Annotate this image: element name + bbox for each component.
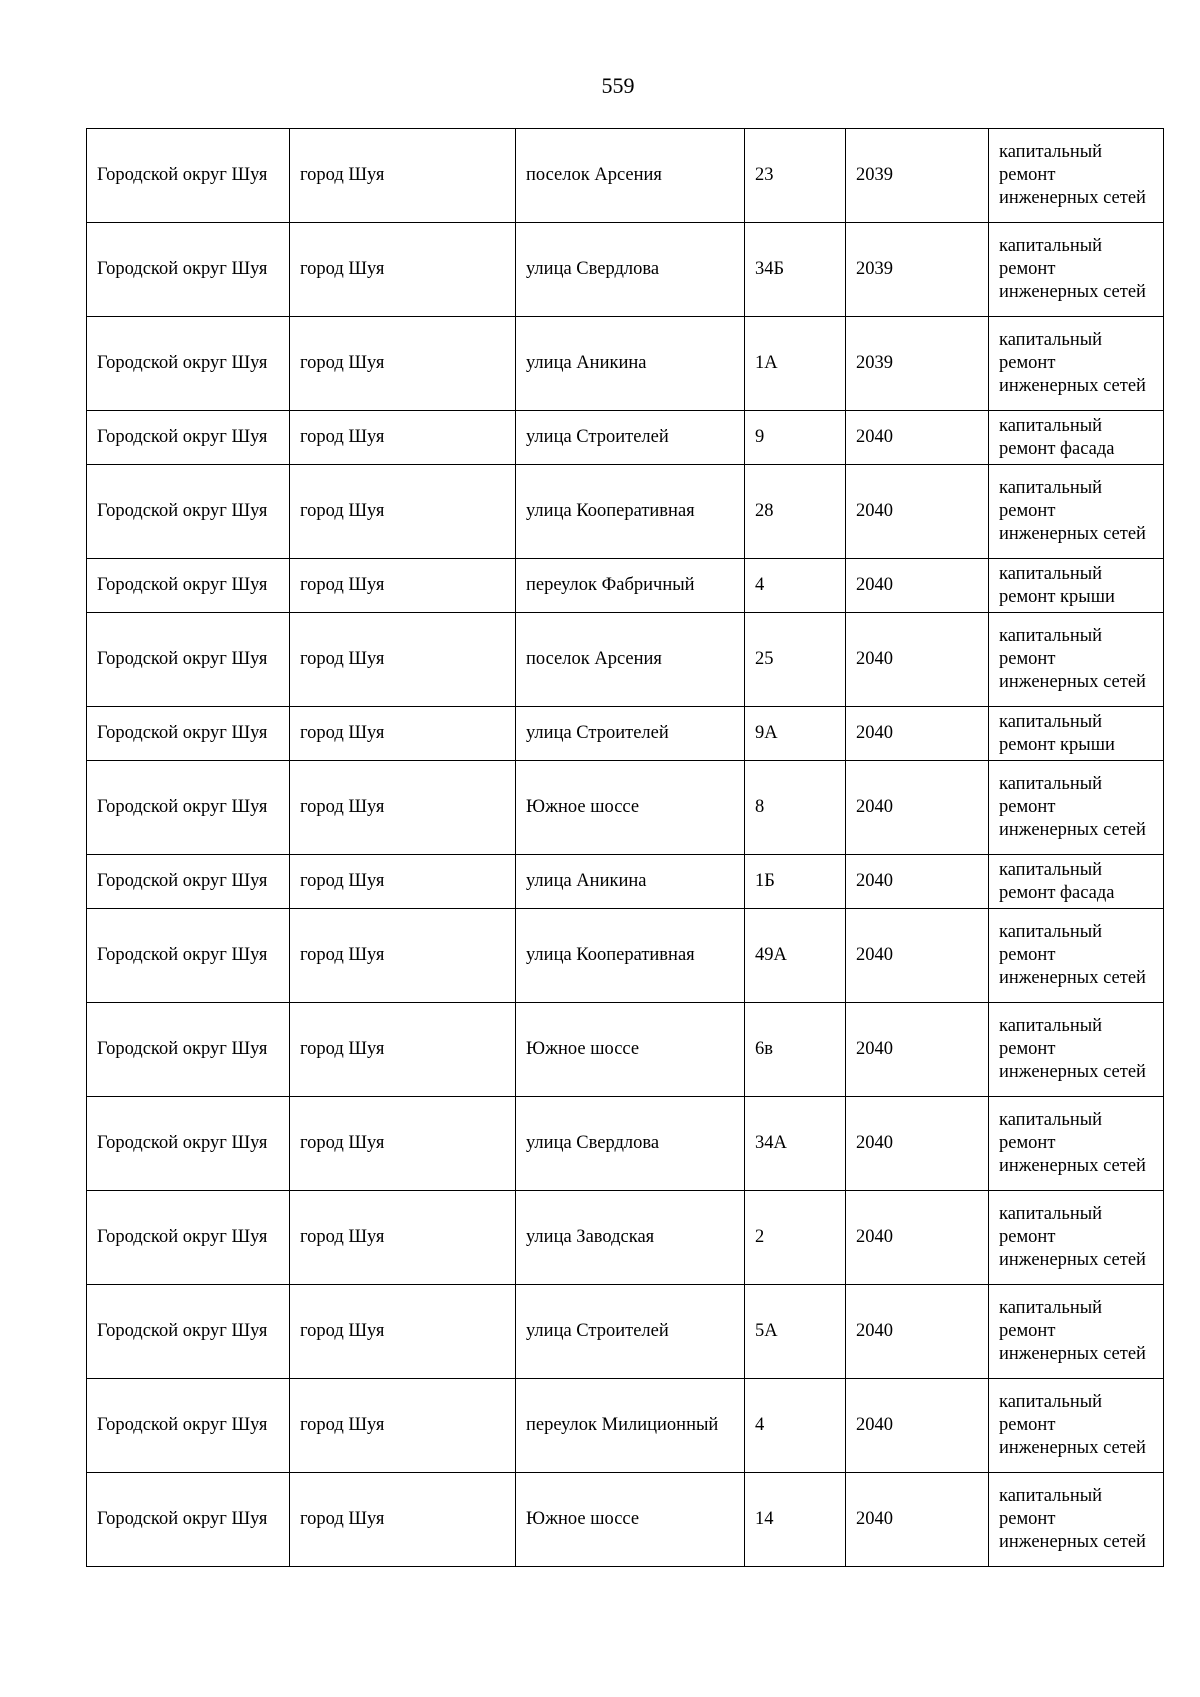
cell-year: 2040 — [846, 855, 989, 909]
cell-settlement: город Шуя — [290, 1191, 516, 1285]
cell-work-type: капитальный ремонт инженерных сетей — [989, 909, 1164, 1003]
table-row — [87, 1191, 1164, 1285]
cell-house: 4 — [745, 1379, 846, 1473]
table-row — [87, 909, 1164, 1003]
cell-street: улица Строителей — [516, 1285, 745, 1379]
cell-settlement: город Шуя — [290, 1003, 516, 1097]
table-body — [87, 129, 1164, 1567]
cell-work-type: капитальный ремонт инженерных сетей — [989, 1285, 1164, 1379]
cell-settlement: город Шуя — [290, 613, 516, 707]
cell-street: улица Свердлова — [516, 223, 745, 317]
cell-settlement: город Шуя — [290, 559, 516, 613]
cell-street: переулок Фабричный — [516, 559, 745, 613]
cell-year: 2040 — [846, 411, 989, 465]
cell-house: 49А — [745, 909, 846, 1003]
cell-work-type: капитальный ремонт инженерных сетей — [989, 1003, 1164, 1097]
cell-year: 2040 — [846, 559, 989, 613]
cell-municipality: Городской округ Шуя — [87, 465, 290, 559]
cell-house: 9А — [745, 707, 846, 761]
cell-work-type: капитальный ремонт инженерных сетей — [989, 1191, 1164, 1285]
cell-street: Южное шоссе — [516, 761, 745, 855]
cell-house: 23 — [745, 129, 846, 223]
cell-street: улица Заводская — [516, 1191, 745, 1285]
cell-year: 2040 — [846, 1003, 989, 1097]
table-row — [87, 855, 1164, 909]
cell-work-type: капитальный ремонт фасада — [989, 855, 1164, 909]
cell-street: поселок Арсения — [516, 129, 745, 223]
cell-house: 5А — [745, 1285, 846, 1379]
cell-settlement: город Шуя — [290, 411, 516, 465]
cell-street: поселок Арсения — [516, 613, 745, 707]
cell-street: улица Аникина — [516, 855, 745, 909]
cell-settlement: город Шуя — [290, 223, 516, 317]
cell-year: 2040 — [846, 909, 989, 1003]
table-row — [87, 411, 1164, 465]
cell-settlement: город Шуя — [290, 1097, 516, 1191]
cell-house: 34Б — [745, 223, 846, 317]
cell-municipality: Городской округ Шуя — [87, 761, 290, 855]
cell-municipality: Городской округ Шуя — [87, 707, 290, 761]
cell-municipality: Городской округ Шуя — [87, 1473, 290, 1567]
cell-year: 2040 — [846, 465, 989, 559]
cell-street: переулок Милиционный — [516, 1379, 745, 1473]
cell-house: 8 — [745, 761, 846, 855]
cell-work-type: капитальный ремонт инженерных сетей — [989, 1473, 1164, 1567]
cell-settlement: город Шуя — [290, 129, 516, 223]
cell-house: 9 — [745, 411, 846, 465]
cell-municipality: Городской округ Шуя — [87, 1191, 290, 1285]
cell-street: Южное шоссе — [516, 1473, 745, 1567]
cell-work-type: капитальный ремонт крыши — [989, 559, 1164, 613]
cell-house: 14 — [745, 1473, 846, 1567]
cell-street: улица Аникина — [516, 317, 745, 411]
cell-year: 2040 — [846, 1379, 989, 1473]
cell-work-type: капитальный ремонт инженерных сетей — [989, 129, 1164, 223]
cell-municipality: Городской округ Шуя — [87, 411, 290, 465]
cell-work-type: капитальный ремонт инженерных сетей — [989, 465, 1164, 559]
cell-year: 2040 — [846, 1097, 989, 1191]
cell-settlement: город Шуя — [290, 317, 516, 411]
cell-work-type: капитальный ремонт фасада — [989, 411, 1164, 465]
cell-municipality: Городской округ Шуя — [87, 1097, 290, 1191]
cell-settlement: город Шуя — [290, 707, 516, 761]
cell-work-type: капитальный ремонт инженерных сетей — [989, 223, 1164, 317]
cell-municipality: Городской округ Шуя — [87, 855, 290, 909]
table-row — [87, 1473, 1164, 1567]
cell-settlement: город Шуя — [290, 909, 516, 1003]
cell-work-type: капитальный ремонт инженерных сетей — [989, 613, 1164, 707]
cell-settlement: город Шуя — [290, 465, 516, 559]
table-row — [87, 129, 1164, 223]
cell-settlement: город Шуя — [290, 1379, 516, 1473]
repair-schedule-table — [86, 128, 1164, 1567]
cell-municipality: Городской округ Шуя — [87, 559, 290, 613]
cell-municipality: Городской округ Шуя — [87, 1003, 290, 1097]
cell-year: 2040 — [846, 1191, 989, 1285]
cell-settlement: город Шуя — [290, 855, 516, 909]
table-row — [87, 1003, 1164, 1097]
cell-street: улица Кооперативная — [516, 909, 745, 1003]
cell-work-type: капитальный ремонт инженерных сетей — [989, 1379, 1164, 1473]
cell-municipality: Городской округ Шуя — [87, 1379, 290, 1473]
table-row — [87, 1285, 1164, 1379]
cell-settlement: город Шуя — [290, 1285, 516, 1379]
cell-street: Южное шоссе — [516, 1003, 745, 1097]
table-row — [87, 465, 1164, 559]
table-row — [87, 559, 1164, 613]
cell-year: 2040 — [846, 1473, 989, 1567]
table-row — [87, 613, 1164, 707]
cell-year: 2039 — [846, 317, 989, 411]
page-number: 559 — [601, 73, 635, 98]
table-row — [87, 317, 1164, 411]
cell-year: 2040 — [846, 761, 989, 855]
table-row — [87, 761, 1164, 855]
cell-house: 1Б — [745, 855, 846, 909]
cell-municipality: Городской округ Шуя — [87, 223, 290, 317]
cell-year: 2040 — [846, 1285, 989, 1379]
cell-house: 4 — [745, 559, 846, 613]
table-row — [87, 1379, 1164, 1473]
table-row — [87, 1097, 1164, 1191]
cell-street: улица Кооперативная — [516, 465, 745, 559]
cell-street: улица Свердлова — [516, 1097, 745, 1191]
cell-settlement: город Шуя — [290, 761, 516, 855]
cell-municipality: Городской округ Шуя — [87, 317, 290, 411]
cell-year: 2039 — [846, 223, 989, 317]
cell-street: улица Строителей — [516, 411, 745, 465]
cell-house: 28 — [745, 465, 846, 559]
cell-house: 1А — [745, 317, 846, 411]
cell-municipality: Городской округ Шуя — [87, 129, 290, 223]
cell-municipality: Городской округ Шуя — [87, 1285, 290, 1379]
cell-house: 34А — [745, 1097, 846, 1191]
cell-municipality: Городской округ Шуя — [87, 613, 290, 707]
cell-house: 6в — [745, 1003, 846, 1097]
cell-street: улица Строителей — [516, 707, 745, 761]
cell-year: 2040 — [846, 707, 989, 761]
cell-house: 2 — [745, 1191, 846, 1285]
cell-year: 2039 — [846, 129, 989, 223]
cell-work-type: капитальный ремонт инженерных сетей — [989, 761, 1164, 855]
cell-work-type: капитальный ремонт инженерных сетей — [989, 1097, 1164, 1191]
cell-settlement: город Шуя — [290, 1473, 516, 1567]
cell-year: 2040 — [846, 613, 989, 707]
cell-municipality: Городской округ Шуя — [87, 909, 290, 1003]
table-row — [87, 223, 1164, 317]
cell-house: 25 — [745, 613, 846, 707]
cell-work-type: капитальный ремонт инженерных сетей — [989, 317, 1164, 411]
table-row — [87, 707, 1164, 761]
cell-work-type: капитальный ремонт крыши — [989, 707, 1164, 761]
